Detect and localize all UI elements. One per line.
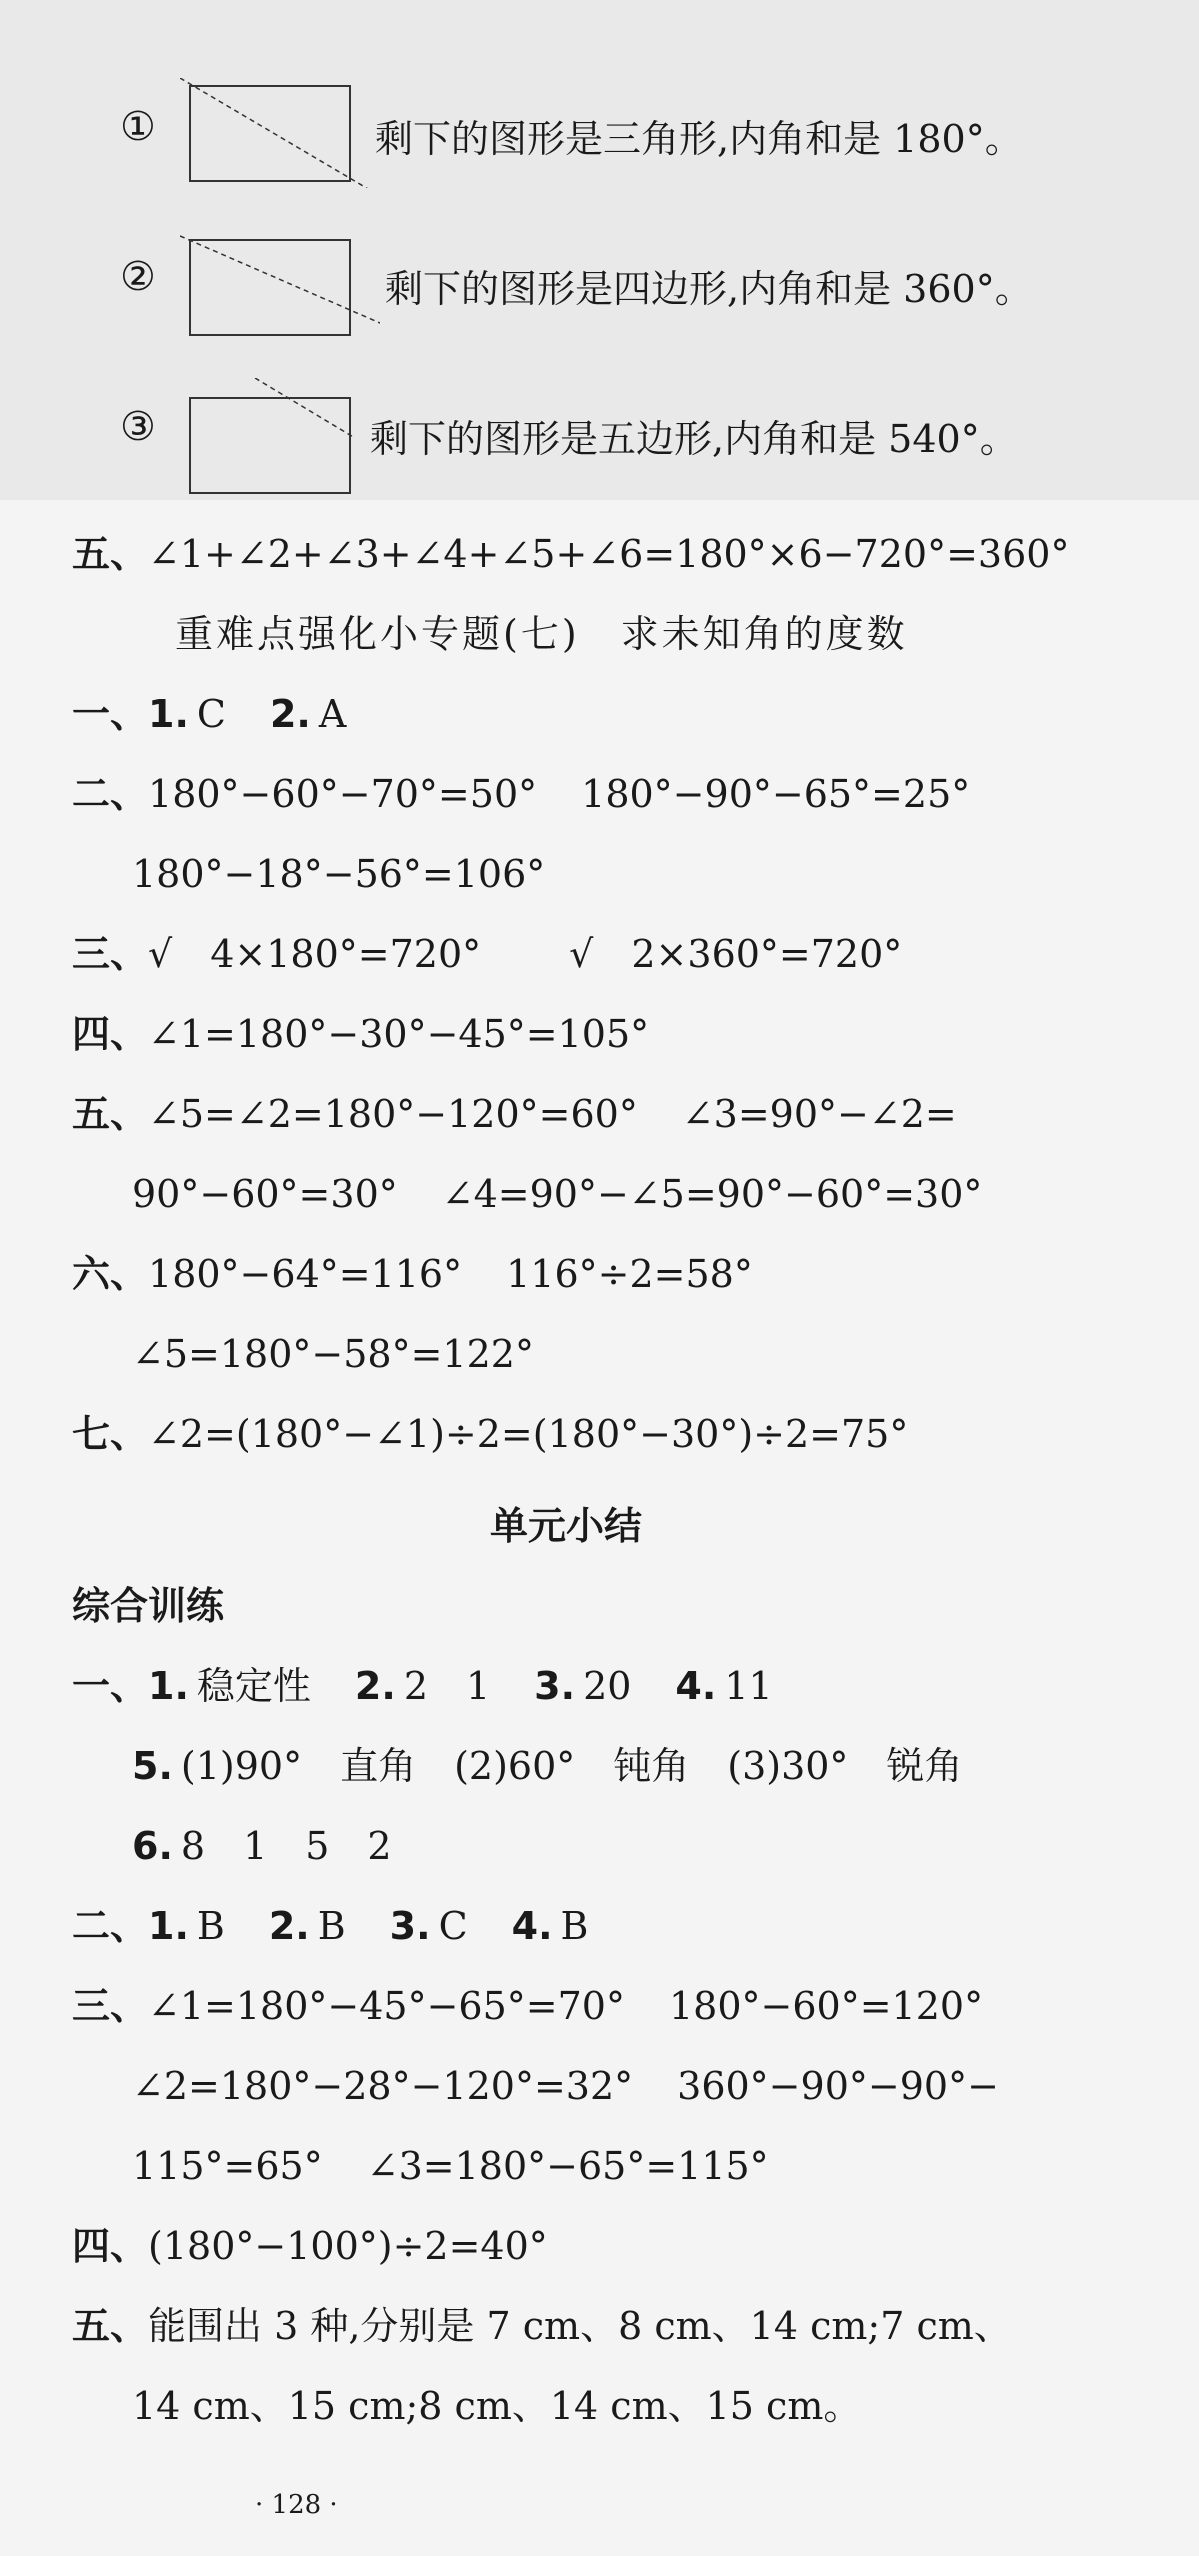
topic-liu-1: 六、180°−64°=116° 116°÷2=58° — [72, 1252, 753, 1296]
figure-text: 剩下的图形是三角形,内角和是 180°。 — [375, 117, 1023, 161]
topic-san: 三、√ 4×180°=720° √ 2×360°=720° — [72, 932, 903, 976]
rectangle-cut-figure-2 — [180, 228, 380, 338]
summary-yi-1: 一、1. 稳定性 2. 2 1 3. 20 4. 11 — [72, 1664, 773, 1708]
topic-wu-2: 90°−60°=30° ∠4=90°−∠5=90°−60°=30° — [132, 1172, 983, 1216]
summary-si: 四、(180°−100°)÷2=40° — [72, 2224, 548, 2268]
rectangle-cut-figure-3 — [180, 378, 380, 498]
topic-yi: 一、1. C 2. A — [72, 692, 347, 736]
topic-er-1: 二、180°−60°−70°=50° 180°−90°−65°=25° — [72, 772, 971, 816]
rectangle-cut-figure-1 — [180, 78, 380, 188]
section-title: 综合训练 — [72, 1584, 225, 1628]
summary-san-3: 115°=65° ∠3=180°−65°=115° — [132, 2144, 769, 2188]
figure-marker: ② — [120, 254, 156, 300]
summary-yi-3: 6. 8 1 5 2 — [132, 1824, 392, 1868]
summary-wu-2: 14 cm、15 cm;8 cm、14 cm、15 cm。 — [132, 2384, 862, 2428]
topic-title: 重难点强化小专题(七) 求未知角的度数 — [175, 612, 908, 656]
summary-wu-1: 五、能围出 3 种,分别是 7 cm、8 cm、14 cm;7 cm、 — [72, 2304, 1012, 2348]
summary-san-2: ∠2=180°−28°−120°=32° 360°−90°−90°− — [132, 2064, 999, 2108]
answer-a-wu: 五、∠1+∠2+∠3+∠4+∠5+∠6=180°×6−720°=360° — [72, 532, 1070, 576]
figure-text: 剩下的图形是五边形,内角和是 540°。 — [370, 417, 1018, 461]
figure-marker: ③ — [120, 404, 156, 450]
page-number: · 128 · — [255, 2490, 338, 2520]
summary-yi-2: 5. (1)90° 直角 (2)60° 钝角 (3)30° 锐角 — [132, 1744, 963, 1788]
topic-liu-2: ∠5=180°−58°=122° — [132, 1332, 534, 1376]
summary-er: 二、1. B 2. B 3. C 4. B — [72, 1904, 589, 1948]
figure-text: 剩下的图形是四边形,内角和是 360°。 — [385, 267, 1033, 311]
topic-qi: 七、∠2=(180°−∠1)÷2=(180°−30°)÷2=75° — [72, 1412, 909, 1456]
topic-er-2: 180°−18°−56°=106° — [132, 852, 546, 896]
unit-title: 单元小结 — [490, 1504, 643, 1548]
topic-wu-1: 五、∠5=∠2=180°−120°=60° ∠3=90°−∠2= — [72, 1092, 957, 1136]
figure-marker: ① — [120, 104, 156, 150]
topic-si: 四、∠1=180°−30°−45°=105° — [72, 1012, 650, 1056]
summary-san-1: 三、∠1=180°−45°−65°=70° 180°−60°=120° — [72, 1984, 984, 2028]
